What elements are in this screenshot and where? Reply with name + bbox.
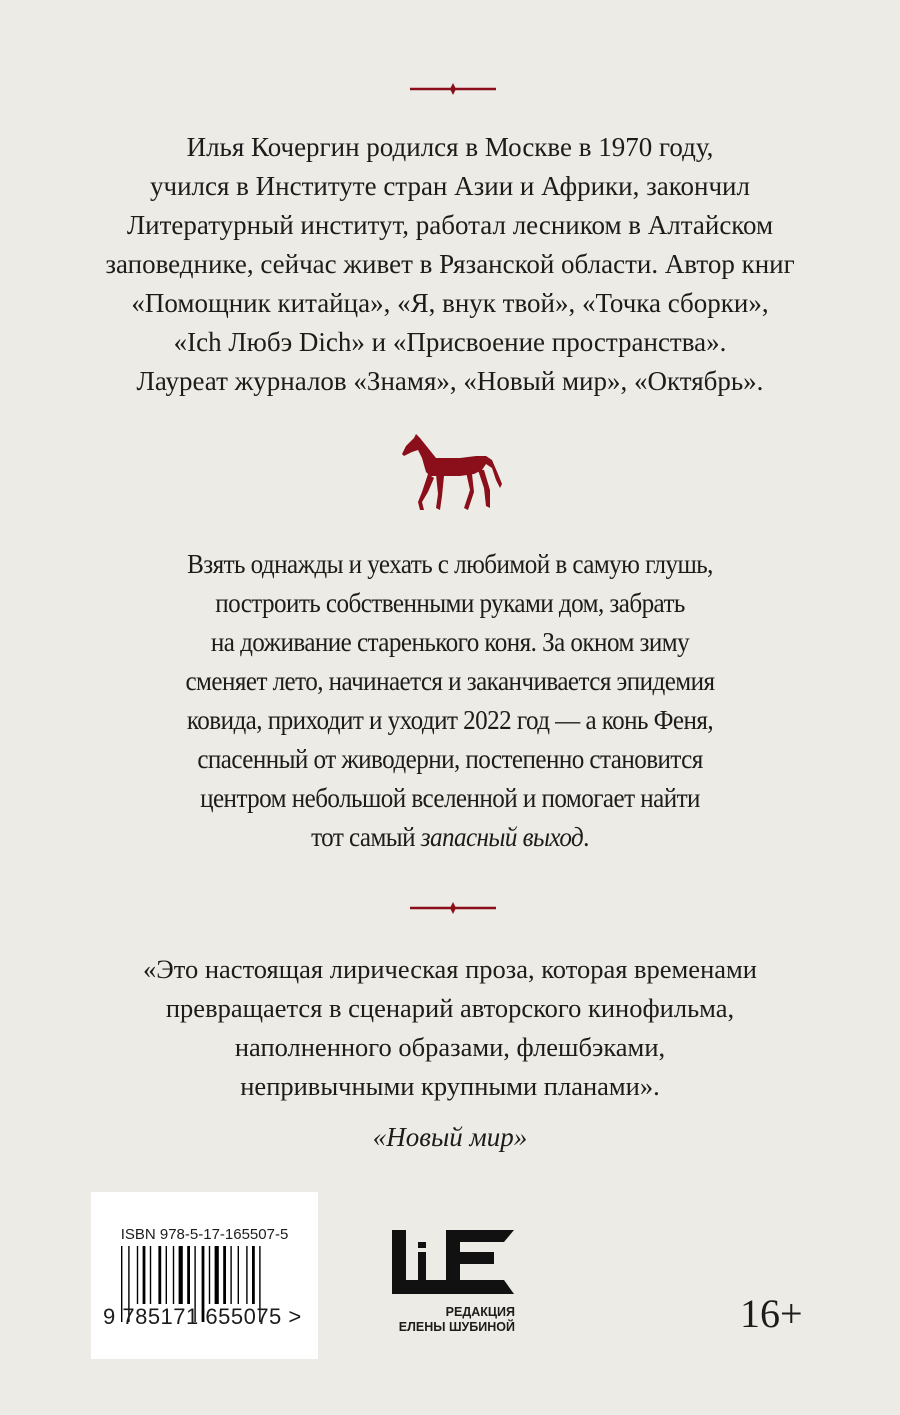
ornament-divider-middle — [410, 902, 496, 914]
text-line: непривычными крупными планами». — [240, 1071, 660, 1101]
text-line: ковида, приходит и уходит 2022 год — а конь Феня, — [186, 705, 714, 735]
horse-icon — [400, 432, 504, 514]
barcode-bar — [238, 1246, 239, 1304]
barcode-bar — [166, 1246, 167, 1304]
age-rating: 16+ — [740, 1291, 803, 1336]
barcode-bar — [223, 1246, 226, 1304]
text-line: построить собственными руками дом, забрать — [215, 588, 685, 618]
text-line: превращается в сценарий авторского кинофильма, — [165, 993, 735, 1023]
text-line: Лауреат журналов «Знамя», «Новый мир», «Октябрь». — [136, 366, 764, 396]
barcode-bar — [150, 1246, 151, 1304]
text-line: учился в Институте стран Азии и Африки, закончил — [150, 171, 750, 201]
barcode-bar — [143, 1246, 146, 1304]
publisher-name — [380, 1305, 515, 1335]
text-line: на доживание старенького коня. За окном зиму — [210, 627, 690, 657]
last-line-prefix: тот самый — [311, 822, 421, 852]
publisher-line-2: ЕЛЕНЫ ШУБИНОЙ — [398, 1320, 515, 1334]
barcode-bar — [230, 1246, 231, 1304]
last-line-italic: запасный выход — [420, 822, 584, 852]
text-line: Литературный институт, работал лесником в Алтайском — [126, 210, 774, 240]
text-line: «Помощник китайца», «Я, внук твой», «Точка сборки», — [131, 288, 769, 318]
text-line: центром небольшой вселенной и помогает найти — [200, 783, 700, 813]
quote-source: «Новый мир» — [372, 1122, 528, 1152]
publisher-line-1: РЕДАКЦИЯ — [445, 1305, 515, 1319]
text-line: Илья Кочергин родился в Москве в 1970 году, — [186, 132, 714, 162]
barcode-bar — [137, 1246, 138, 1304]
isbn-text: ISBN 978-5-17-165507-5 — [120, 1226, 289, 1243]
text-line: «Ich Любэ Dich» и «Присвоение пространства». — [173, 327, 727, 357]
review-quote — [0, 950, 900, 1106]
book-blurb — [32, 545, 869, 857]
text-line: Взять однажды и уехать с любимой в самую глушь, — [187, 549, 713, 579]
publisher-logo — [392, 1230, 514, 1294]
text-line — [32, 818, 869, 857]
barcode-bar — [215, 1246, 219, 1304]
barcode-bar — [173, 1246, 174, 1304]
text-line: спасенный от живодерни, постепенно становится — [197, 744, 703, 774]
barcode-bar — [158, 1246, 161, 1304]
text-line: наполненного образами, флешбэками, — [234, 1032, 666, 1062]
text-line: сменяет лето, начинается и заканчивается эпидемия — [185, 666, 715, 696]
barcode-digits: 9 785171 655075 > — [103, 1304, 302, 1329]
barcode-bar — [179, 1246, 183, 1304]
text-line: «Это настоящая лирическая проза, которая временами — [143, 954, 757, 984]
text-line: заповеднике, сейчас живет в Рязанской области. Автор книг — [105, 249, 795, 279]
barcode-bar — [246, 1246, 247, 1304]
isbn-barcode — [91, 1192, 318, 1359]
barcode-bar — [209, 1246, 210, 1304]
author-bio — [0, 128, 900, 401]
barcode-bar — [187, 1246, 190, 1304]
last-line-suffix: . — [583, 822, 589, 852]
ornament-divider-top — [410, 83, 496, 95]
barcode-bar — [252, 1246, 255, 1304]
